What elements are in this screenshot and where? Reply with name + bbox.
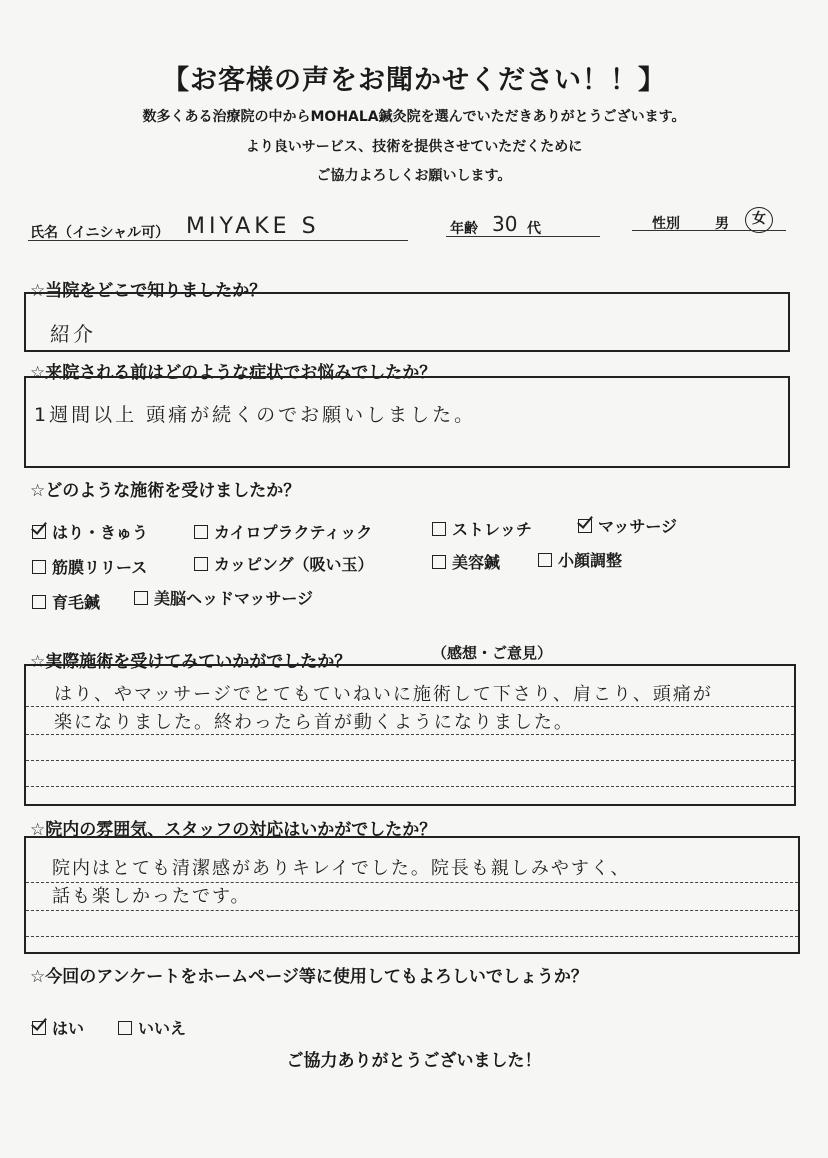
intro-line-2: より良いサービス、技術を提供させていただくために	[245, 139, 583, 155]
intro-line-1: 数多くある治療院の中からMOHALA鍼灸院を選んでいただきありがとうございます。	[142, 109, 686, 125]
q4-answer-line-1: はり、やマッサージでとてもていねいに施術して下さり、肩こり、頭痛が	[54, 684, 713, 705]
option-no[interactable]: いいえ	[118, 1016, 186, 1039]
checkbox-icon[interactable]	[432, 555, 446, 569]
age-suffix: 代	[527, 221, 541, 237]
checkbox-icon[interactable]	[32, 595, 46, 609]
option-stretch[interactable]: ストレッチ	[432, 517, 532, 540]
intro-line-3: ご協力よろしくお願いします。	[316, 168, 512, 184]
q5-answer-line-2: 話も楽しかったです。	[52, 886, 251, 907]
option-hair-growth[interactable]: 育毛鍼	[32, 590, 100, 613]
checkbox-icon[interactable]	[32, 560, 46, 574]
q5-answer-box[interactable]	[24, 836, 800, 954]
age-label: 年齢	[450, 221, 478, 237]
option-head-massage[interactable]: 美脳ヘッドマッサージ	[134, 586, 313, 609]
name-label: 氏名（イニシャル可）	[30, 225, 170, 241]
option-yes[interactable]: はい	[32, 1016, 84, 1039]
option-beauty-acupuncture[interactable]: 美容鍼	[432, 550, 500, 573]
q4-answer-box[interactable]	[24, 664, 796, 806]
q4-label: ☆実際施術を受けてみていかがでしたか？	[30, 652, 352, 672]
q1-answer: 紹介	[50, 322, 96, 346]
age-value[interactable]: 30	[492, 212, 518, 236]
survey-title: 【お客様の声をお聞かせください！！】	[162, 65, 666, 96]
name-value[interactable]: MIYAKE S	[186, 214, 320, 239]
q2-label: ☆来院される前はどのような症状でお悩みでしたか？	[30, 363, 437, 383]
option-hari-kyu[interactable]: はり・きゅう	[32, 520, 148, 543]
q1-label: ☆当院をどこで知りましたか？	[30, 281, 267, 301]
checkbox-checked-icon[interactable]	[32, 1021, 46, 1035]
q2-answer: 1週間以上 頭痛が続くのでお願いしました。	[34, 404, 477, 426]
checkbox-icon[interactable]	[432, 522, 446, 536]
option-fascia-release[interactable]: 筋膜リリース	[32, 555, 147, 578]
q4-note: （感想・ご意見）	[432, 644, 553, 662]
q4-answer-line-2: 楽になりました。終わったら首が動くようになりました。	[54, 712, 574, 733]
q2-answer-box[interactable]	[24, 376, 790, 468]
checkbox-icon[interactable]	[118, 1021, 132, 1035]
option-chiropractic[interactable]: カイロプラクティック	[194, 520, 372, 543]
q1-answer-box[interactable]	[24, 292, 790, 352]
checkbox-checked-icon[interactable]	[578, 519, 592, 533]
checkbox-icon[interactable]	[538, 553, 552, 567]
checkbox-icon[interactable]	[134, 591, 148, 605]
gender-label: 性別	[652, 216, 680, 232]
checkbox-icon[interactable]	[194, 557, 208, 571]
thanks-message: ご協力ありがとうございました！	[286, 1051, 542, 1071]
age-underline	[446, 236, 600, 237]
q6-label: ☆今回のアンケートをホームページ等に使用してもよろしいでしょうか？	[30, 967, 588, 987]
gender-female: 女	[745, 207, 773, 233]
name-underline	[28, 240, 408, 241]
gender-male[interactable]: 男	[715, 216, 729, 232]
option-cupping[interactable]: カッピング（吸い玉）	[194, 552, 374, 575]
q5-label: ☆院内の雰囲気、スタッフの対応はいかがでしたか？	[30, 820, 437, 840]
option-massage[interactable]: マッサージ	[578, 514, 677, 537]
q3-label: ☆どのような施術を受けましたか？	[30, 481, 301, 501]
checkbox-icon[interactable]	[194, 525, 208, 539]
checkbox-checked-icon[interactable]	[32, 525, 46, 539]
gender-underline	[632, 230, 786, 231]
q5-answer-line-1: 院内はとても清潔感がありキレイでした。院長も親しみやすく、	[52, 858, 631, 879]
option-face-adjustment[interactable]: 小顔調整	[538, 548, 622, 571]
